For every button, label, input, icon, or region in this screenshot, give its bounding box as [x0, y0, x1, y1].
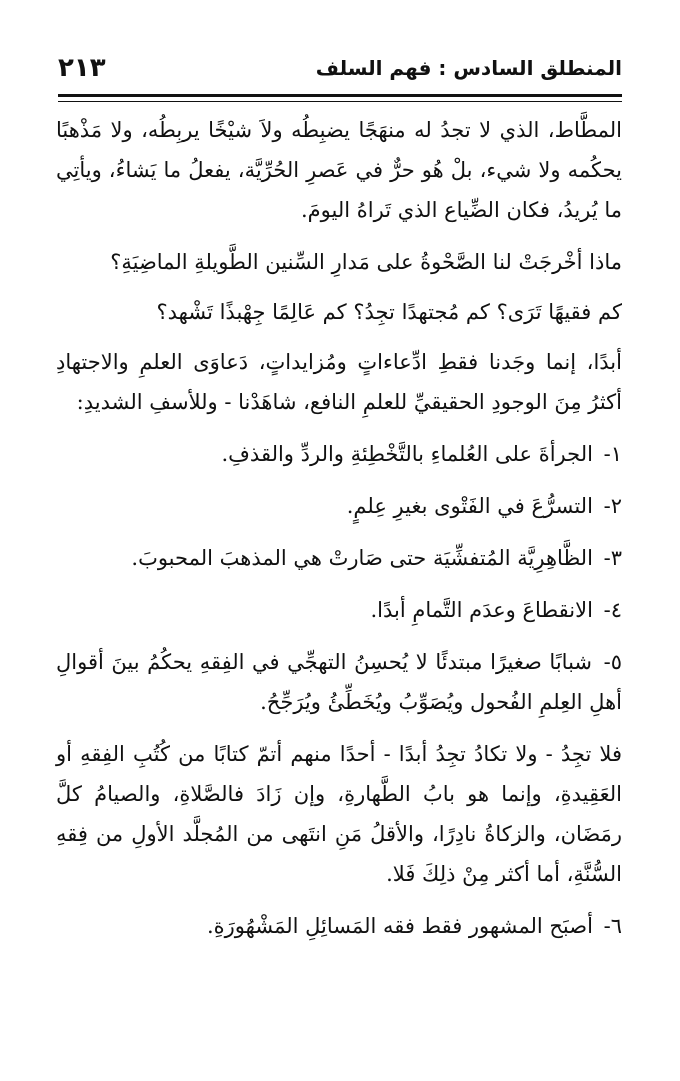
paragraph-2: ماذا أخْرجَتْ لنا الصَّحْوةُ على مَدارِ السِّنين الطَّويلةِ الماضِيَةِ؟ [110, 250, 622, 274]
list-item [56, 434, 622, 474]
paragraph-1: المطَّاط، الذي لا تجدُ له منهَجًا يضبِطُه ولاَ شيْخًا يربِطُه، ولا مَذْهبًا يحكُمه ولا شيء، بلْ هُو حرٌّ في عَصرِ الحُرِّيَّة، يفعلُ ما يَشاءُ، ويأتِي ما يُريدُ، فكان الضِّياع الذي تَراهُ اليومَ. [56, 118, 622, 222]
paragraph-3: كم فقيهًا تَرَى؟ كم مُجتهدًا تجِدُ؟ كم عَالِمًا جِهْبذًا تَشْهد؟ [156, 300, 622, 324]
list-item [56, 906, 622, 946]
list-item [56, 642, 622, 722]
list-item-number: ١- [603, 442, 622, 466]
page-header [58, 48, 622, 88]
page-body [56, 110, 622, 958]
list-item-text: الظَّاهِرِيَّة المُتفشِّيَة حتى صَارتْ هي المذهبَ المحبوبَ. [131, 546, 593, 570]
list-item-number: ٥- [603, 650, 622, 674]
paragraph-4: أبدًا، إنما وجَدنا فقطِ ادِّعاءاتٍ ومُزايداتٍ، دَعاوَى العلمِ والاجتهادِ أكثرُ مِنَ الوجودِ الحقيقيِّ للعلمِ النافع، شاهَدْنا - وللأسفِ الشديدِ: [56, 350, 622, 414]
list-item-number: ٦- [603, 914, 622, 938]
list-item-text: الانقطاعَ وعدَم التَّمامِ أبدًا. [370, 598, 593, 622]
list-item-number: ٤- [603, 598, 622, 622]
list-item-text: شبابًا صغيرًا مبتدئًا لا يُحسِنُ التهجِّي في الفِقهِ يحكُمُ بينَ أقوالِ أهلِ العِلمِ الفُحول ويُصَوِّبُ ويُخَطِّئُ ويُرَجِّحُ. [56, 650, 622, 714]
chapter-title: المنطلق السادس : فهم السلف [315, 56, 622, 80]
page-number: ٢١٣ [58, 53, 106, 83]
list-item [56, 590, 622, 630]
list-item-text: أصبَح المشهور فقط فقه المَسائِلِ المَشْهُورَةِ. [206, 914, 593, 938]
list-item-text: الجرأةَ على العُلماءِ بالتَّخْطِئةِ والردِّ والقذفِ. [221, 442, 593, 466]
list-item [56, 486, 622, 526]
header-rule-thin [58, 101, 622, 102]
header-rule-thick [58, 94, 622, 97]
paragraph-5: فلا تجِدُ - ولا تكادُ تجِدُ أبدًا - أحدًا منهم أتمّ كتابًا من كُتُبِ الفِقهِ أو العَقِيدةِ، وإنما هو بابُ الطَّهارةِ، وإن زَادَ فالصَّلاةِ، والصيامُ كلَّ رمَضَان، والزكاةُ نادِرًا، والأقلُ مَنِ انتَهى من المُجلَّد الأولِ من فِقهِ السُّنَّةِ، أما أكثر مِنْ ذلِكَ فَلا. [56, 742, 622, 886]
list-item [56, 538, 622, 578]
list-item-number: ٣- [603, 546, 622, 570]
list-item-number: ٢- [603, 494, 622, 518]
list-item-text: التسرُّعَ في الفَتْوى بغيرِ عِلمٍ. [346, 494, 593, 518]
